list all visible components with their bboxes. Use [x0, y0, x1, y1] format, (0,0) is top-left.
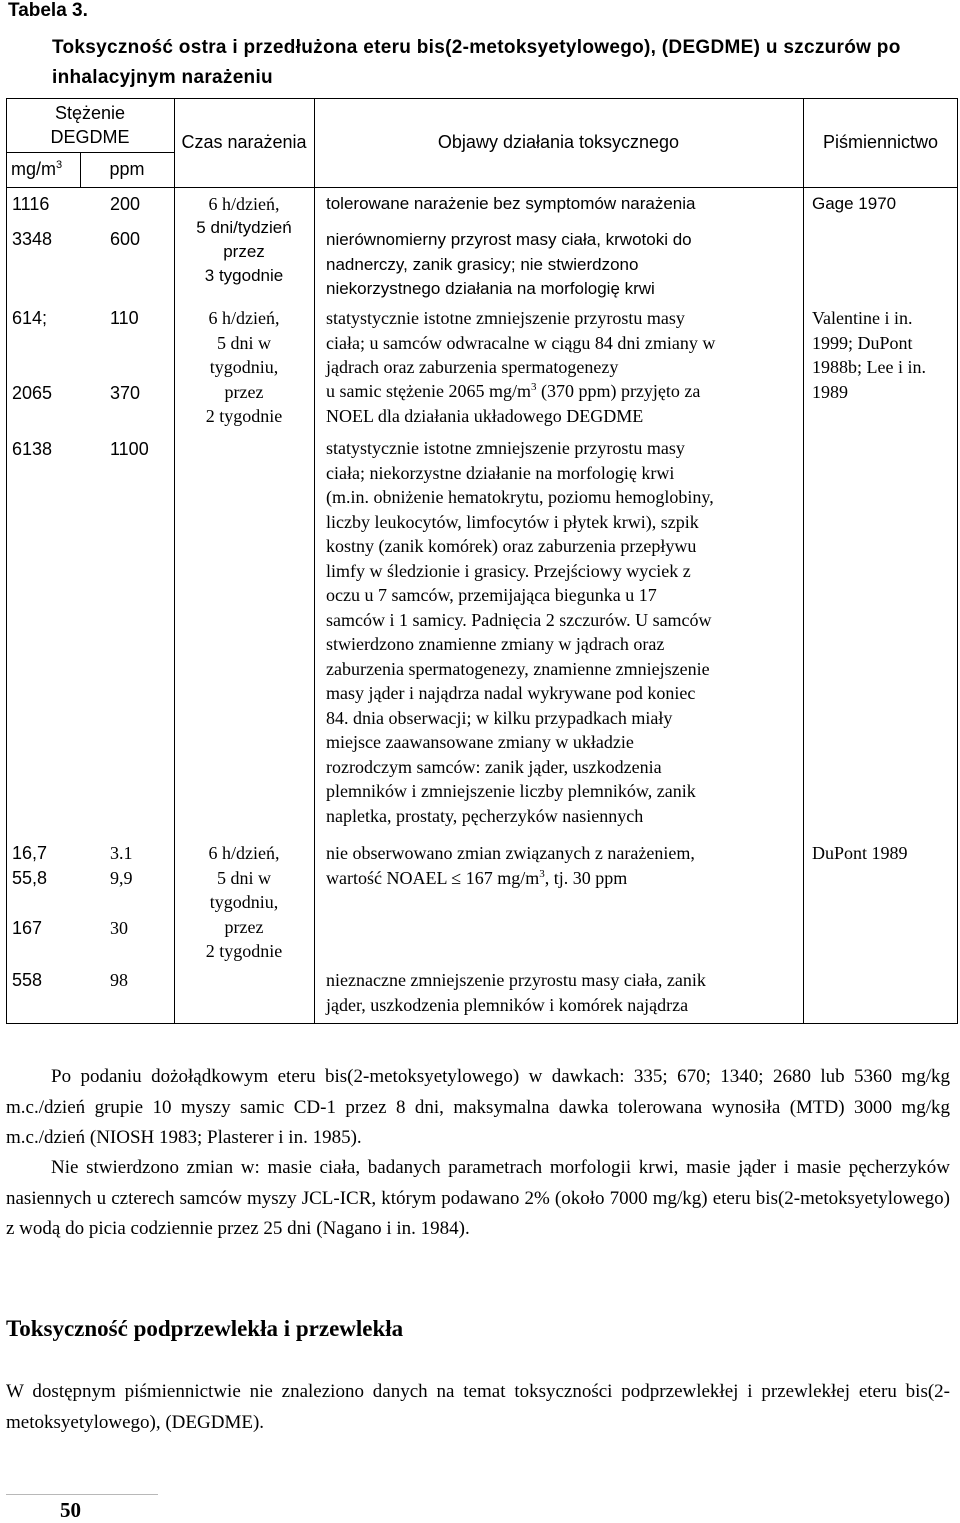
cell-czas: 6 h/dzień, 5 dni w tygodniu, przez 2 tygodnie	[205, 308, 283, 426]
cell-ref: Gage 1970	[812, 194, 897, 213]
cell-ppm: 370	[110, 383, 141, 403]
header-czas: Czas narażenia	[181, 132, 307, 152]
divider	[314, 98, 315, 1024]
cell-ppm: 200	[110, 194, 141, 214]
page-number: 50	[60, 1498, 81, 1522]
cell-ppm: 98	[110, 970, 128, 990]
cell-mg: 1116	[12, 194, 50, 214]
cell-ppm: 600	[110, 229, 141, 249]
objaw-line: 84. dnia obserwacji; w kilku przypadkach miały	[326, 707, 673, 728]
cell-ref: DuPont 1989	[812, 843, 908, 863]
header-ppm: ppm	[109, 159, 145, 179]
cell-czas: 6 h/dzień, 5 dni w tygodniu, przez 2 tygodnie	[205, 843, 283, 961]
table-caption: Toksyczność ostra i przedłużona eteru bis(2-metoksyetylowego), (DEGDME) u szczurów po inhalacyjnym narażeniu	[52, 37, 901, 88]
cell-objaw: tolerowane narażenie bez symptomów narażenia	[326, 194, 696, 213]
cell-objaw: nieznaczne zmniejszenie przyrostu masy ciała, zanik jąder, uszkodzenia plemników i komórek najądrza	[326, 970, 706, 1015]
cell-czas: 6 h/dzień,	[208, 194, 280, 214]
objaw-line: stwierdzono znamienne zmiany w jądrach oraz	[326, 634, 665, 654]
divider	[6, 187, 958, 188]
header-pismiennictwo: Piśmiennictwo	[822, 132, 939, 152]
objaw-line: (m.in. obniżenie hematokrytu, poziomu hemoglobiny,	[326, 487, 714, 507]
cell-mg: 3348	[12, 229, 53, 249]
objaw-line: ciała; niekorzystne działanie na morfologię krwi	[326, 462, 675, 483]
cell-ref: Valentine i in. 1999; DuPont 1988b; Lee i in. 1989	[812, 308, 926, 402]
objaw-line: napletka, prostaty, pęcherzyków nasiennych	[326, 805, 644, 826]
objaw-line: statystycznie istotne zmniejszenie przyrostu masy	[326, 438, 685, 458]
objaw-line: samców i 1 samicy. Padnięcia 2 szczurów. U samców	[326, 609, 712, 630]
cell-mg: 6138	[12, 439, 53, 459]
cell-objaw: u samic stężenie 2065 $mg/m^3$ (370 ppm) przyjęto za NOEL dla działania układowego DEGDME	[326, 381, 701, 426]
paragraph: Po podaniu dożołądkowym eteru bis(2-metoksyetylowego) w dawkach: 335; 670; 1340; 2680 lub 5360 mg/kg m.c./dzień grupie 10 myszy samic CD-1 przez 8 dni, maksymalna dawka tolerowana wynosiła (MTD) 3000 mg/kg m.c./dzień (NIOSH 1983; Plasterer i in. 1985).	[6, 1066, 950, 1148]
objaw-line: plemników i zmniejszenie liczby plemników, zanik	[326, 781, 696, 801]
objaw-line: miejsce zaawansowane zmiany w układzie	[326, 732, 634, 752]
divider	[803, 98, 804, 1024]
cell-ppm: 1100	[110, 439, 149, 459]
cell-mg: 167	[12, 918, 43, 938]
paragraph: Nie stwierdzono zmian w: masie ciała, badanych parametrach morfologii krwi, masie jąder i masie pęcherzyków nasiennych u czterech samców myszy JCL-ICR, którym podawano 2% (około 7000 mg/kg) eteru bis(2-metoksyetylowego) z wodą do picia codziennie przez 25 dni (Nagano i in. 1984).	[6, 1157, 950, 1239]
cell-objaw	[326, 436, 798, 828]
header-mgm3: $mg/m^3$	[11, 159, 63, 179]
cell-mg: 16,7	[12, 843, 48, 863]
objaw-line: masy jąder i najądrza nadal wykrywane pod koniec	[326, 683, 696, 703]
cell-objaw: nie obserwowano zmian związanych z narażeniem, wartość NOAEL ≤ 167 $mg/m^3$, tj. 30 ppm	[326, 843, 695, 888]
footer-divider	[6, 1494, 158, 1495]
objaw-line: rozrodczym samców: zanik jąder, uszkodzenia	[326, 756, 662, 777]
cell-objaw: statystycznie istotne zmniejszenie przyrostu masy ciała; u samców odwracalne w ciągu 84 dni zmiany w jądrach oraz zaburzenia spermatogenezy	[326, 308, 716, 377]
divider	[6, 152, 174, 153]
cell-mg: 2065	[12, 383, 53, 403]
section-heading: Toksyczność podprzewlekła i przewlekła	[6, 1316, 404, 1341]
cell-czas: 5 dni/tydzień przez 3 tygodnie	[196, 218, 292, 285]
cell-mg: 55,8	[12, 868, 48, 888]
table-label: Tabela 3.	[8, 0, 88, 21]
header-degdme: DEGDME	[50, 127, 130, 147]
cell-mg: 558	[12, 970, 43, 990]
cell-mg: 614;	[12, 308, 48, 328]
objaw-line: limfy w śledzionie i grasicy. Przejściowy wyciek z	[326, 560, 691, 581]
objaw-line: oczu u 7 samców, przemijająca biegunka u 17	[326, 585, 657, 605]
cell-ppm: 3.1	[110, 843, 133, 863]
objaw-line: liczby leukocytów, limfocytów i płytek krwi), szpik	[326, 511, 699, 532]
objaw-line: zaburzenia spermatogenezy, znamienne zmniejszenie	[326, 658, 710, 679]
cell-ppm: 110	[110, 308, 139, 328]
header-stezenie: Stężenie	[54, 103, 126, 123]
header-objawy: Objawy działania toksycznego	[437, 132, 680, 152]
cell-ppm: 9,9	[110, 868, 133, 888]
cell-ppm: 30	[110, 918, 128, 938]
cell-objaw: nierównomierny przyrost masy ciała, krwotoki do nadnerczy, zanik grasicy; nie stwierdzono niekorzystnego działania na morfologię krwi	[326, 230, 692, 298]
objaw-line: kostny (zanik komórek) oraz zaburzenia przepływu	[326, 536, 697, 556]
paragraph: W dostępnym piśmiennictwie nie znaleziono danych na temat toksyczności podprzewlekłej i przewlekłej eteru bis(2-metoksyetylowego), (DEGDME).	[6, 1381, 950, 1433]
